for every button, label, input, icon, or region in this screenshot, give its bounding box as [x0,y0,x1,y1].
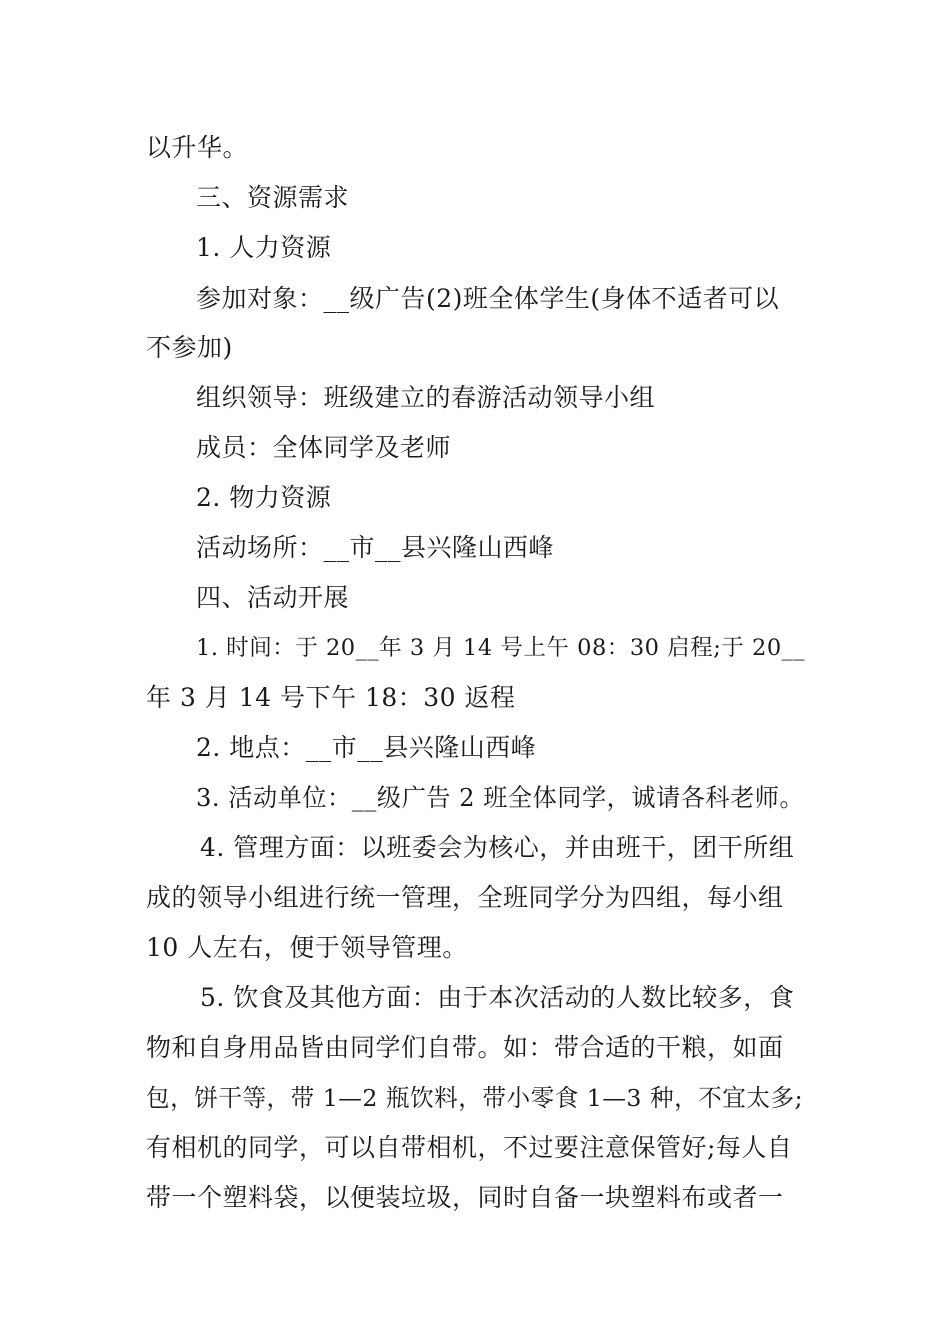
paragraph-line: 物和自身用品皆由同学们自带。如：带合适的干粮，如面 [146,1033,784,1062]
paragraph-line: 2. 地点：__市__县兴隆山西峰 [196,733,537,762]
section-heading: 四、活动开展 [196,583,350,612]
paragraph-line: 活动场所：__市__县兴隆山西峰 [196,533,555,562]
paragraph-line: 不参加) [146,333,233,362]
paragraph-line: 带一个塑料袋，以便装垃圾，同时自备一块塑料布或者一 [146,1183,784,1212]
paragraph-line: 4. 管理方面：以班委会为核心，并由班干，团干所组 [200,833,795,862]
paragraph-line: 3. 活动单位：__级广告 2 班全体同学，诚请各科老师。 [196,784,805,812]
paragraph-line: 5. 饮食及其他方面：由于本次活动的人数比较多，食 [200,983,795,1012]
paragraph-line: 组织领导：班级建立的春游活动领导小组 [196,383,656,412]
paragraph-line: 成员：全体同学及老师 [196,433,452,462]
paragraph-line: 年 3 月 14 号下午 18：30 返程 [146,683,516,712]
subsection-heading: 2. 物力资源 [196,483,332,512]
paragraph-line: 有相机的同学，可以自带相机，不过要注意保管好;每人自 [146,1133,793,1162]
paragraph-line: 1. 时间：于 20__年 3 月 14 号上午 08：30 启程;于 20__ [196,635,806,661]
section-heading: 三、资源需求 [196,183,350,212]
paragraph-line: 成的领导小组进行统一管理，全班同学分为四组，每小组 [146,883,784,912]
paragraph-line: 以升华。 [146,133,249,162]
paragraph-line: 参加对象：__级广告(2)班全体学生(身体不适者可以 [196,284,780,313]
paragraph-line: 10 人左右，便于领导管理。 [146,933,468,962]
subsection-heading: 1. 人力资源 [196,233,332,262]
paragraph-line: 包，饼干等，带 1—2 瓶饮料，带小零食 1—3 种，不宜太多; [146,1084,804,1112]
